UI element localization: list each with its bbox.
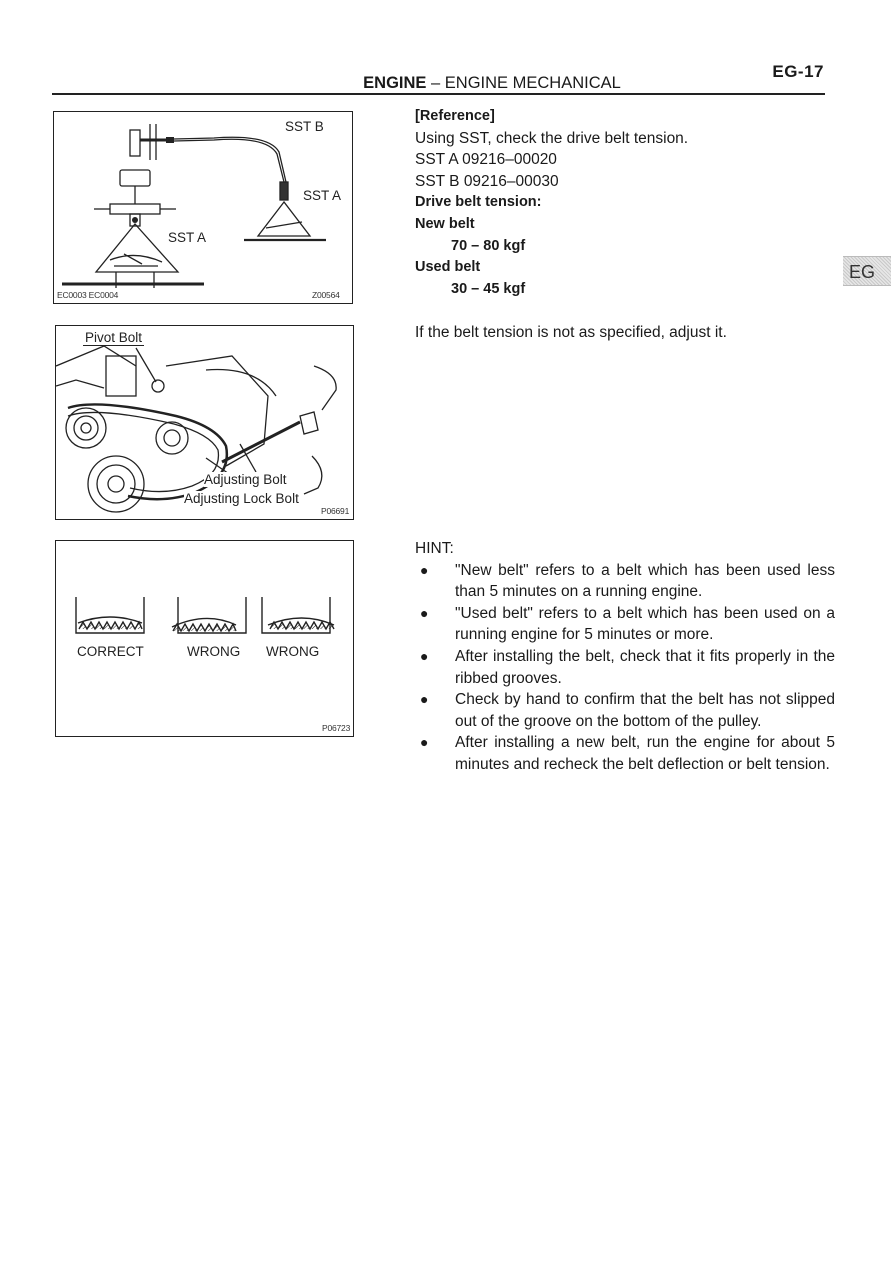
sst-b-part-number: SST B 09216–00030	[415, 172, 559, 190]
figure-code: P06723	[322, 723, 351, 733]
groove-fit-illustration	[56, 541, 353, 736]
hint-block	[415, 538, 835, 776]
section-title-rest: – ENGINE MECHANICAL	[426, 74, 621, 92]
section-title-bold: ENGINE	[363, 74, 427, 92]
hint-list	[415, 560, 835, 776]
used-belt-label: Used belt	[415, 259, 481, 276]
correct-groove	[76, 597, 144, 633]
pivot-bolt-label: Pivot Bolt	[85, 330, 143, 345]
wrong-groove-1	[172, 597, 246, 633]
wrong-label-2: WRONG	[266, 644, 320, 659]
section-tab: EG	[843, 256, 891, 286]
tension-heading: Drive belt tension:	[415, 194, 542, 211]
adjusting-bolt-label: Adjusting Bolt	[204, 472, 287, 487]
sst-gauge-figure	[53, 111, 353, 304]
bullet-icon: ●	[420, 604, 429, 621]
adjusting-lock-bolt-label: Adjusting Lock Bolt	[184, 491, 299, 506]
bullet-icon: ●	[420, 647, 429, 664]
hint-item: ● After installing a new belt, run the engine for about 5 minutes and recheck the belt deflection or belt tension.	[420, 734, 835, 773]
hint-item: ● After installing the belt, check that it fits properly in the ribbed grooves.	[420, 647, 835, 687]
used-belt-value: 30 – 45 kgf	[451, 280, 526, 297]
hint-item: ● Check by hand to confirm that the belt has not slipped out of the groove on the bottom of the pulley.	[420, 691, 835, 730]
sst-a-left-label: SST A	[168, 230, 207, 245]
reference-block	[415, 106, 835, 300]
bullet-icon: ●	[420, 561, 429, 578]
page-number: EG-17	[772, 62, 824, 81]
new-belt-value: 70 – 80 kgf	[451, 237, 526, 254]
header-divider	[52, 93, 825, 95]
correct-label: CORRECT	[77, 644, 144, 659]
adjust-note: If the belt tension is not as specified, adjust it.	[415, 324, 727, 341]
page-header	[52, 62, 828, 96]
hint-item: ● "New belt" refers to a belt which has been used less than 5 minutes on a running engine.	[420, 561, 835, 601]
sst-b-label: SST B	[285, 119, 324, 134]
figure-code-left: EC0003 EC0004	[57, 290, 119, 300]
page-title	[312, 74, 672, 93]
new-belt-label: New belt	[415, 215, 475, 232]
reference-instruction: Using SST, check the drive belt tension.	[415, 129, 689, 147]
bullet-icon: ●	[420, 734, 429, 751]
belt-adjust-figure	[55, 325, 354, 520]
reference-heading: [Reference]	[415, 108, 495, 124]
hint-heading: HINT:	[415, 540, 454, 557]
sst-a-right-label: SST A	[303, 188, 342, 203]
sst-gauge-illustration	[54, 112, 352, 303]
wrong-label-1: WRONG	[187, 644, 241, 659]
wrong-groove-2	[262, 597, 334, 633]
bullet-icon: ●	[420, 691, 429, 708]
groove-fit-figure	[55, 540, 354, 737]
sst-a-part-number: SST A 09216–00020	[415, 151, 557, 169]
hint-item: ● "Used belt" refers to a belt which has been used on a running engine for 5 minutes or more.	[420, 604, 835, 644]
figure-code-right: Z00564	[312, 290, 340, 300]
figure-code: P06691	[321, 506, 350, 516]
